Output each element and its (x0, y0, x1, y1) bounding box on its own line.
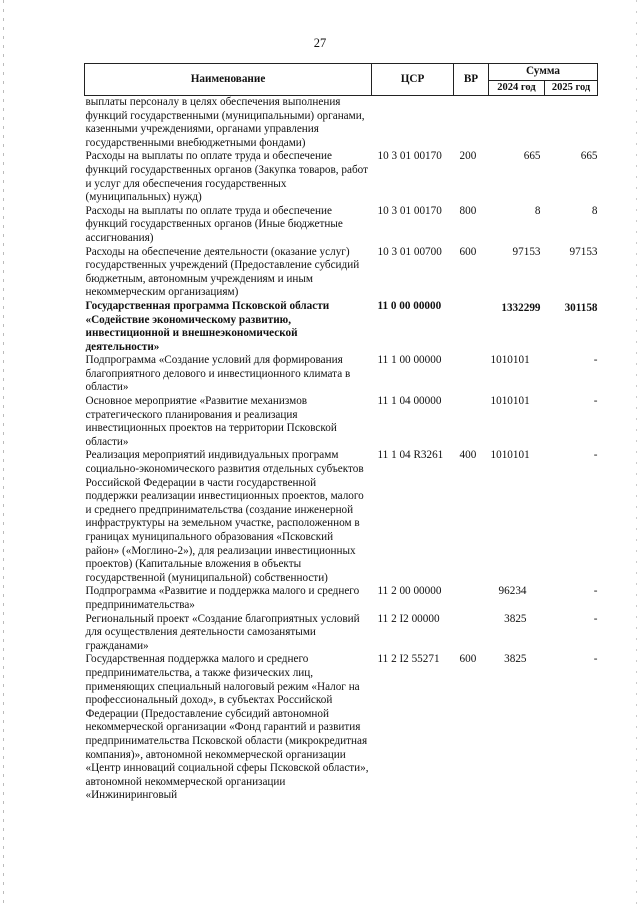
row-csr: 11 1 04 00000 (377, 395, 442, 408)
scan-edge-right (636, 0, 637, 905)
row-csr: 11 2 00 00000 (377, 585, 442, 598)
row-sum-2025: - (593, 354, 598, 367)
row-sum-2025: - (593, 612, 598, 625)
row-vr (454, 613, 489, 654)
row-sum-2024 (489, 96, 545, 151)
row-name: Государственная программа Псковской области «Содействие экономическому развитию, инвестиционной и внешнеэкономической деятельности» (85, 299, 330, 353)
row-vr: 600 (459, 653, 477, 666)
row-csr: 10 3 01 00170 (377, 204, 442, 217)
row-vr (454, 395, 489, 449)
row-name: Расходы на выплаты по оплате труда и обеспечение функций государственных органов (Закупка товаров, работ и услуг для обеспечения государственных (муниципальных) нужд) (85, 150, 368, 204)
table-row (85, 585, 598, 612)
table-row-program (85, 300, 598, 354)
row-sum-2024: 96234 (498, 585, 527, 598)
row-sum-2024: 3825 (504, 612, 527, 625)
row-csr: 11 1 04 R3261 (377, 449, 444, 462)
table-row (85, 395, 598, 449)
header-name: Наименование (85, 64, 372, 96)
row-sum-2025: 97153 (569, 245, 598, 258)
header-year-2025: 2025 год (545, 81, 598, 96)
row-name: Региональный проект «Создание благоприятных условий для осуществления деятельности самозанятыми гражданами» (85, 612, 360, 652)
row-vr: 200 (459, 150, 477, 163)
row-vr: 400 (459, 449, 477, 462)
row-sum-2024: 8 (534, 204, 541, 217)
row-name: выплаты персоналу в целях обеспечения выполнения функций государственными (муниципальными) органами, казенными учреждениями, органами управления государственными внебюджетными фондами) (85, 96, 365, 149)
row-sum-2024: 1010101 (490, 354, 530, 367)
row-sum-2025: 665 (580, 150, 598, 163)
table-row (85, 354, 598, 395)
row-sum-2024: 97153 (512, 245, 541, 258)
table-row (85, 150, 598, 204)
row-sum-2025 (545, 96, 598, 151)
row-sum-2024: 1010101 (490, 395, 530, 408)
row-csr: 11 0 00 00000 (377, 299, 442, 312)
row-sum-2025: - (593, 449, 598, 462)
table-header (85, 64, 598, 96)
row-csr: 11 2 I2 00000 (377, 612, 440, 625)
row-csr: 10 3 01 00170 (377, 150, 442, 163)
page-number: 27 (313, 36, 327, 50)
scan-edge-left (3, 0, 4, 905)
row-sum-2024: 1332299 (501, 301, 541, 314)
row-name: Подпрограмма «Развитие и поддержка малого и среднего предпринимательства» (85, 585, 360, 611)
row-name: Расходы на обеспечение деятельности (оказание услуг) государственных учреждений (Предоставление субсидий бюджетным, автономным учреждениям и иным некоммерческим организациям) (85, 245, 360, 299)
row-sum-2025: - (593, 395, 598, 408)
table-row (85, 205, 598, 246)
row-vr (454, 354, 489, 395)
row-name: Расходы на выплаты по оплате труда и обеспечение функций государственных органов (Иные бюджетные ассигнования) (85, 204, 343, 244)
row-name: Подпрограмма «Создание условий для формирования благоприятного делового и инвестиционного климата в области» (85, 354, 351, 394)
header-year-2024: 2024 год (489, 81, 545, 96)
row-sum-2024: 665 (523, 150, 541, 163)
row-vr (454, 96, 489, 151)
row-csr (372, 96, 454, 151)
table-body (85, 96, 598, 803)
row-vr (454, 300, 489, 354)
row-csr: 11 2 I2 55271 (377, 653, 440, 666)
row-vr: 600 (459, 245, 477, 258)
row-name: Реализация мероприятий индивидуальных программ социально-экономического развития отдельных субъектов Российской Федерации в части государственной поддержки реализации инвестиционных проектов, малого и среднего предпринимательства (создание инженерной инфраструктуры на земельном участке, расположенном в границах муниципального образования «Псковский район» («Моглино-2»), для реализации инвестиционных проектов) (Капитальные вложения в объекты государственной (муниципальной) собственности) (85, 449, 364, 584)
table-row (85, 246, 598, 300)
row-sum-2025: - (593, 585, 598, 598)
header-csr: ЦСР (372, 64, 454, 96)
table-row (85, 653, 598, 803)
row-name: Государственная поддержка малого и среднего предпринимательства, а также физических лиц, применяющих специальный налоговый режим «Налог на профессиональный доход», в субъектах Российской Федерации (Предоставление субсидий автономной некоммерческой организации «Фонд гарантий и развития предпринимательства Псковской области (микрокредитная компания)», автономной некоммерческой организации «Центр инноваций социальной сферы Псковской области», автономной некоммерческой организации «Инжиниринговый (85, 653, 369, 802)
row-sum-2024: 1010101 (490, 449, 530, 462)
row-vr: 800 (459, 204, 477, 217)
table-row (85, 449, 598, 585)
row-sum-2025: 8 (591, 204, 598, 217)
row-csr: 10 3 01 00700 (377, 245, 442, 258)
table-row (85, 613, 598, 654)
row-name: Основное мероприятие «Развитие механизмов стратегического планирования и реализация инвестиционных проектов на территории Псковской области» (85, 395, 337, 448)
row-sum-2024: 3825 (504, 653, 527, 666)
row-sum-2025: - (593, 653, 598, 666)
budget-table (84, 63, 598, 803)
row-vr (454, 585, 489, 612)
row-sum-2025: 301158 (564, 301, 598, 314)
table-row (85, 96, 598, 151)
header-vr: ВР (454, 64, 489, 96)
header-sum: Сумма (489, 64, 598, 81)
row-csr: 11 1 00 00000 (377, 354, 442, 367)
